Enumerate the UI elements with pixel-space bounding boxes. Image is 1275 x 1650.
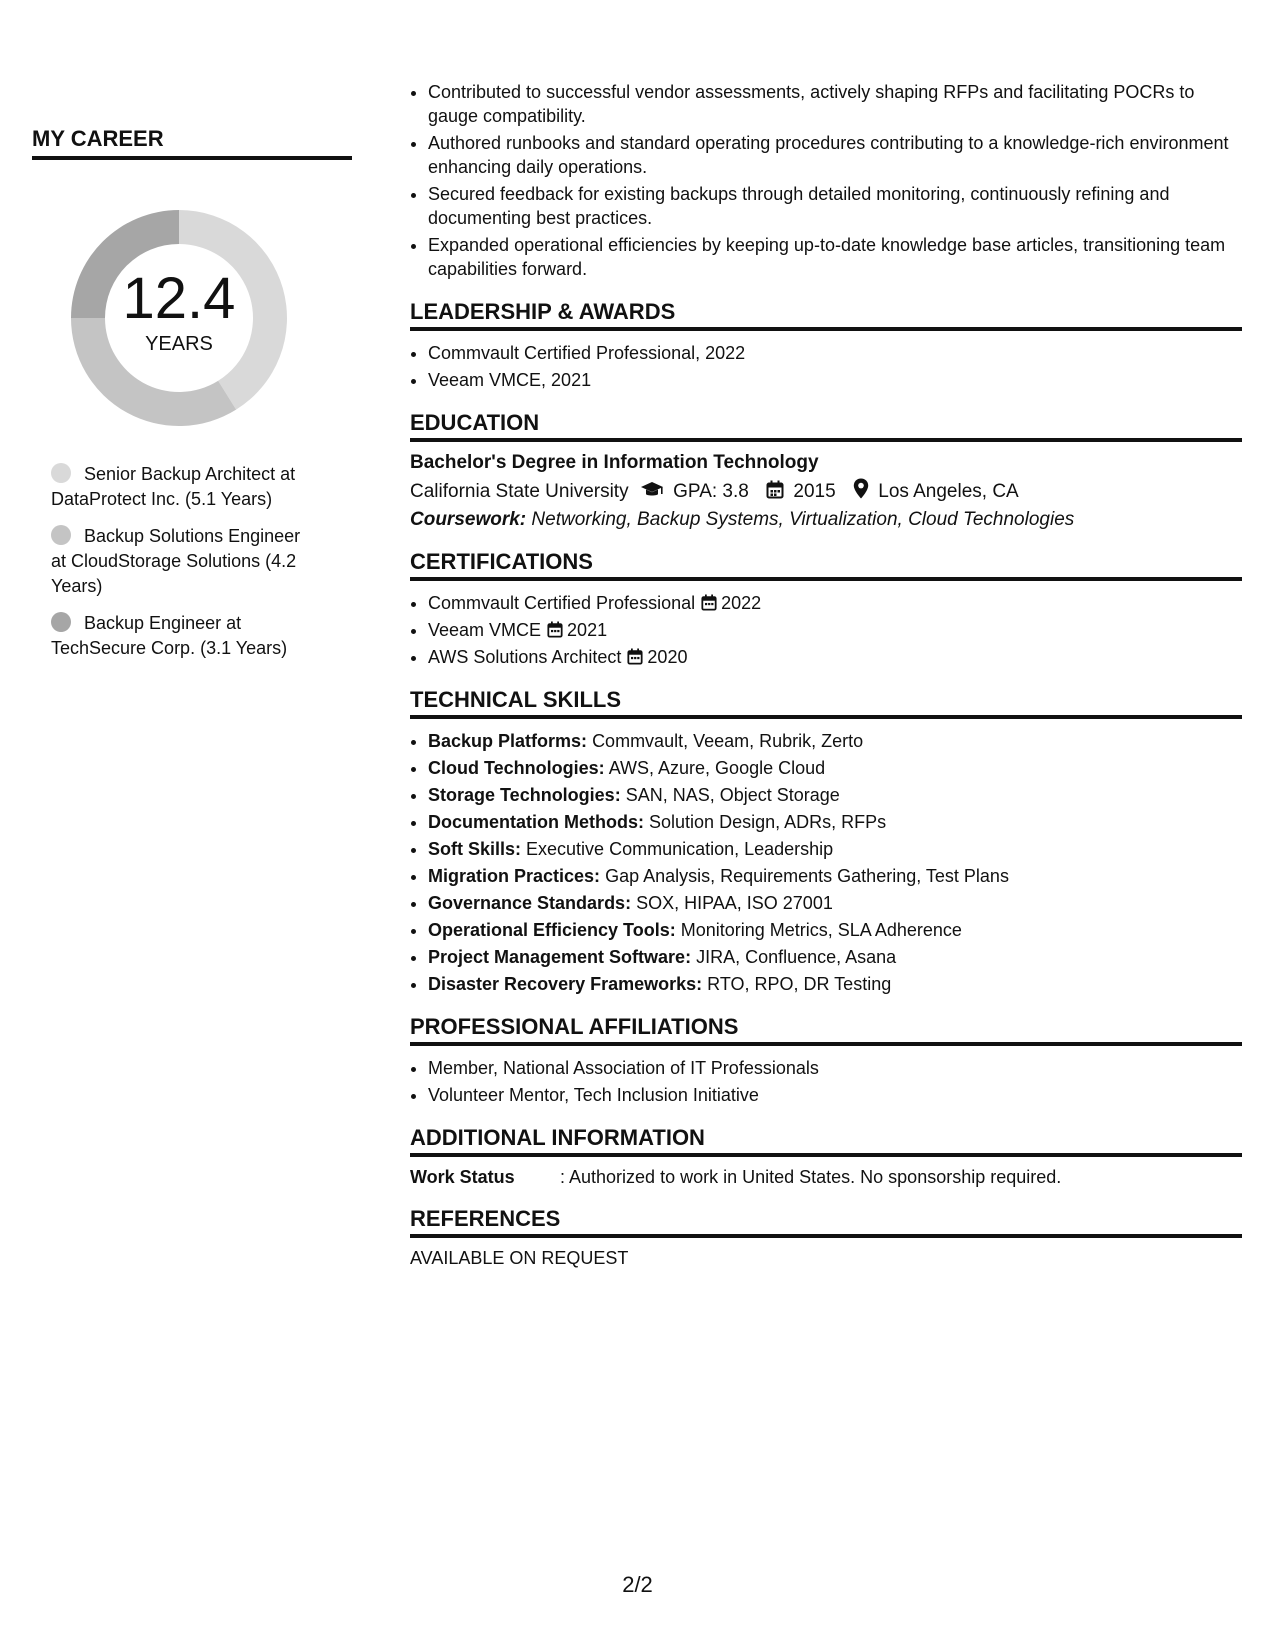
education-details (410, 478, 1242, 503)
section-title-skills: TECHNICAL SKILLS (410, 687, 1242, 719)
skill-label: Documentation Methods: (428, 812, 644, 832)
list-item (428, 864, 1242, 888)
awards-list (410, 341, 1242, 392)
list-item: • Authored runbooks and standard operating procedures contributing to a knowledge-rich environment enhancing daily operations. (428, 131, 1242, 179)
certifications-list (410, 591, 1242, 669)
career-title: MY CAREER (32, 126, 352, 160)
skill-label: Governance Standards: (428, 893, 632, 913)
donut-center (63, 202, 295, 434)
list-item (428, 729, 1242, 753)
list-item: • Commvault Certified Professional, 2022 (428, 341, 1242, 365)
education-degree: Bachelor's Degree in Information Technology (410, 452, 819, 473)
section-title-awards: LEADERSHIP & AWARDS (410, 299, 1242, 331)
list-item: • Contributed to successful vendor assessments, actively shaping RFPs and facilitating POCRs to gauge compatibility. (428, 80, 1242, 128)
list-item: • Member, National Association of IT Professionals (428, 1056, 1242, 1080)
legend-dot (51, 525, 71, 545)
coursework-label: Coursework: (410, 509, 527, 530)
section-title-affiliations: PROFESSIONAL AFFILIATIONS (410, 1014, 1242, 1046)
legend-item (51, 462, 313, 512)
skill-label: Migration Practices: (428, 866, 601, 886)
skill-value: SOX, HIPAA, ISO 27001 (636, 893, 833, 913)
career-donut-chart (63, 202, 295, 434)
page-number: 2/2 (622, 1572, 653, 1597)
skill-label: Backup Platforms: (428, 731, 588, 751)
calendar-icon (627, 648, 643, 665)
education-gpa: GPA: 3.8 (673, 481, 749, 502)
education-location: Los Angeles, CA (878, 481, 1019, 502)
cert-year: 2020 (647, 647, 688, 667)
skill-value: SAN, NAS, Object Storage (625, 785, 840, 805)
list-item: • Veeam VMCE, 2021 (428, 368, 1242, 392)
career-sidebar (32, 126, 352, 673)
skill-label: Operational Efficiency Tools: (428, 920, 676, 940)
cert-name: Veeam VMCE (428, 620, 542, 640)
list-item (428, 591, 1242, 615)
cert-name: Commvault Certified Professional (428, 593, 696, 613)
work-status (410, 1167, 1242, 1188)
list-item (428, 618, 1242, 642)
skill-label: Project Management Software: (428, 947, 692, 967)
education-school: California State University (410, 481, 629, 502)
calendar-icon (701, 594, 717, 611)
skill-value: Solution Design, ADRs, RFPs (649, 812, 887, 832)
main-content (410, 80, 1242, 1269)
references-text: AVAILABLE ON REQUEST (410, 1248, 629, 1268)
education-year: 2015 (793, 481, 836, 502)
legend-label: Backup Solutions Engineer at CloudStorage Solutions (4.2 Years) (51, 526, 301, 596)
map-pin-icon (853, 478, 869, 499)
experience-bullets (410, 80, 1242, 281)
work-status-value: : Authorized to work in United States. No sponsorship required. (560, 1167, 1062, 1187)
work-status-label: Work Status (410, 1167, 515, 1187)
skill-value: Executive Communication, Leadership (526, 839, 834, 859)
legend-dot (51, 463, 71, 483)
section-title-references: REFERENCES (410, 1206, 1242, 1238)
legend-item (51, 524, 313, 599)
total-years-unit: YEARS (145, 333, 213, 355)
education-coursework (410, 509, 1242, 531)
skill-value: Gap Analysis, Requirements Gathering, Test Plans (605, 866, 1009, 886)
list-item: • Secured feedback for existing backups through detailed monitoring, continuously refining and documenting best practices. (428, 182, 1242, 230)
list-item (428, 783, 1242, 807)
affiliations-list (410, 1056, 1242, 1107)
skill-value: AWS, Azure, Google Cloud (608, 758, 826, 778)
legend-label: Backup Engineer at TechSecure Corp. (3.1 Years) (51, 613, 288, 658)
section-title-education: EDUCATION (410, 410, 1242, 442)
list-item: • Volunteer Mentor, Tech Inclusion Initiative (428, 1083, 1242, 1107)
cert-year: 2022 (721, 593, 762, 613)
cert-name: AWS Solutions Architect (428, 647, 622, 667)
legend-label: Senior Backup Architect at DataProtect Inc. (5.1 Years) (51, 464, 296, 509)
skills-list (410, 729, 1242, 996)
skill-label: Soft Skills: (428, 839, 522, 859)
list-item (428, 945, 1242, 969)
skill-label: Disaster Recovery Frameworks: (428, 974, 703, 994)
coursework-value: Networking, Backup Systems, Virtualization, Cloud Technologies (531, 509, 1075, 530)
list-item (428, 891, 1242, 915)
section-title-certifications: CERTIFICATIONS (410, 549, 1242, 581)
legend-dot (51, 612, 71, 632)
graduation-cap-icon (640, 481, 664, 499)
cert-year: 2021 (567, 620, 608, 640)
list-item (428, 810, 1242, 834)
list-item (428, 837, 1242, 861)
skill-label: Storage Technologies: (428, 785, 621, 805)
skill-value: RTO, RPO, DR Testing (707, 974, 892, 994)
skill-label: Cloud Technologies: (428, 758, 605, 778)
list-item (428, 918, 1242, 942)
skill-value: JIRA, Confluence, Asana (696, 947, 897, 967)
skill-value: Monitoring Metrics, SLA Adherence (680, 920, 962, 940)
career-legend (51, 462, 313, 661)
list-item (428, 756, 1242, 780)
calendar-icon (547, 621, 563, 638)
list-item (428, 972, 1242, 996)
section-title-additional: ADDITIONAL INFORMATION (410, 1125, 1242, 1157)
list-item: • Expanded operational efficiencies by keeping up-to-date knowledge base articles, transitioning team capabilities forward. (428, 233, 1242, 281)
skill-value: Commvault, Veeam, Rubrik, Zerto (592, 731, 864, 751)
list-item (428, 645, 1242, 669)
legend-item (51, 611, 313, 661)
calendar-icon (766, 480, 784, 499)
total-years: 12.4 (122, 266, 236, 331)
